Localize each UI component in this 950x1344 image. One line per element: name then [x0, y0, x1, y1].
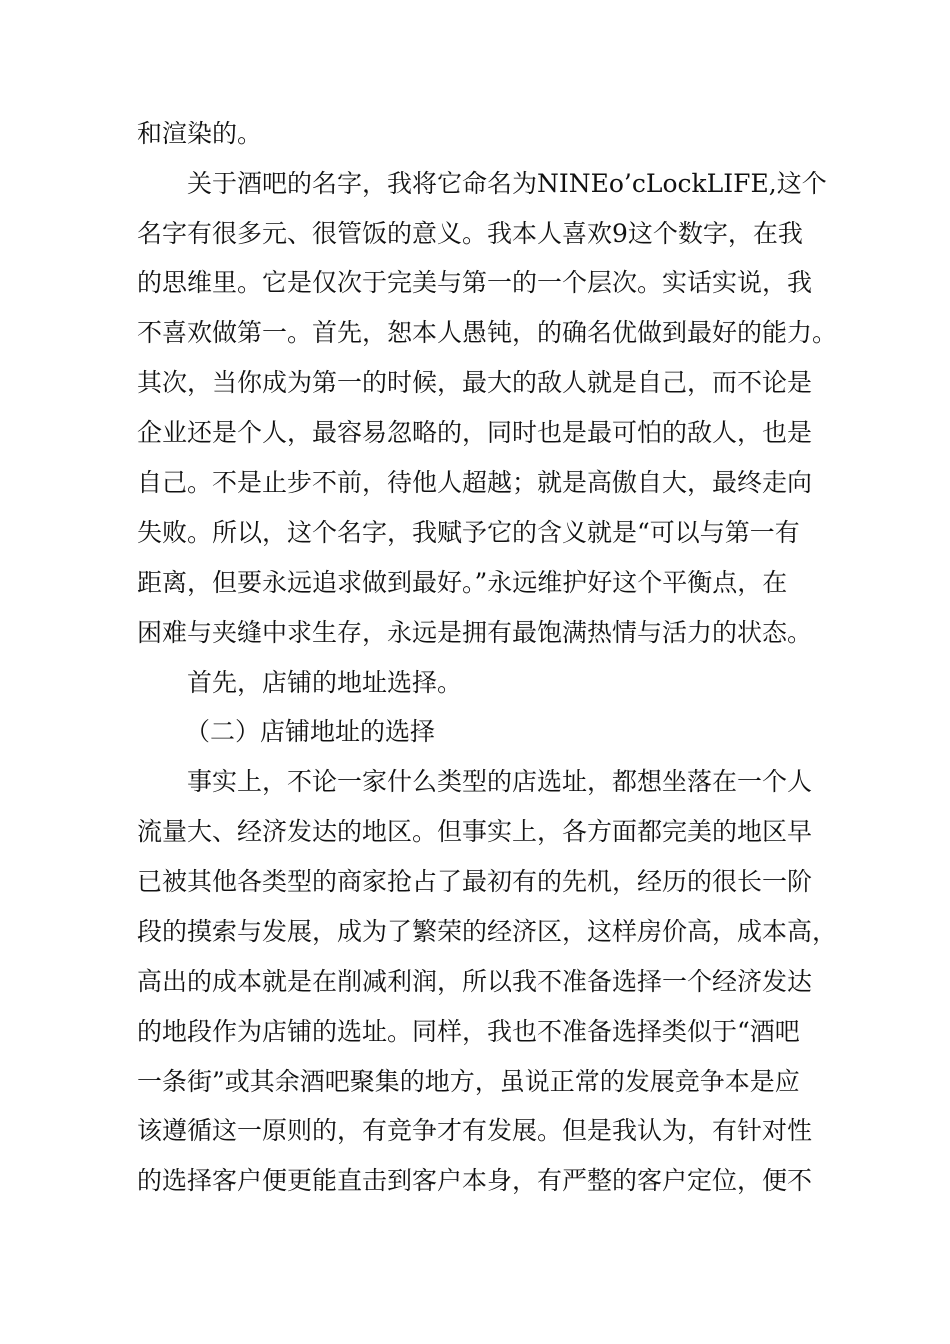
text-line: 不喜欢做第一。首先，恕本人愚钝，的确名优做到最好的能力。	[137, 318, 838, 347]
section-heading: （二）店铺地址的选择	[185, 717, 436, 746]
text-line: 失败。所以，这个名字，我赋予它的含义就是“可以与第一有	[137, 518, 800, 547]
text-line: 高出的成本就是在削减利润，所以我不准备选择一个经济发达	[137, 967, 813, 996]
text-line: 的选择客户便更能直击到客户本身，有严整的客户定位，便不	[137, 1166, 813, 1195]
text-line: 名字有很多元、很管饭的意义。我本人喜欢9这个数字，在我	[137, 219, 803, 248]
text-line: 困难与夹缝中求生存，永远是拥有最饱满热情与活力的状态。	[137, 618, 813, 647]
text-line: 已被其他各类型的商家抢占了最初有的先机，经历的很长一阶	[137, 867, 813, 896]
text-line: 关于酒吧的名字，我将它命名为NINEo’cLockLIFE,这个	[187, 169, 827, 198]
text-line: 其次，当你成为第一的时候，最大的敌人就是自己，而不论是	[137, 368, 813, 397]
text-line: 段的摸索与发展，成为了繁荣的经济区，这样房价高，成本高，	[137, 917, 838, 946]
text-line: 距离，但要永远追求做到最好。”永远维护好这个平衡点，在	[137, 568, 788, 597]
text-line: 的思维里。它是仅次于完美与第一的一个层次。实话实说，我	[137, 268, 813, 297]
text-line: 首先，店铺的地址选择。	[187, 668, 463, 697]
text-line: 该遵循这一原则的，有竞争才有发展。但是我认为，有针对性	[137, 1116, 813, 1145]
text-line: 自己。不是止步不前，待他人超越；就是高傲自大，最终走向	[137, 468, 813, 497]
text-line: 流量大、经济发达的地区。但事实上，各方面都完美的地区早	[137, 817, 813, 846]
text-line: 和渲染的。	[137, 119, 263, 148]
text-line: 企业还是个人，最容易忽略的，同时也是最可怕的敌人，也是	[137, 418, 813, 447]
text-line: 事实上，不论一家什么类型的店选址，都想坐落在一个人	[187, 767, 813, 796]
text-line: 一条街”或其余酒吧聚集的地方，虽说正常的发展竞争本是应	[137, 1067, 800, 1096]
text-line: 的地段作为店铺的选址。同样，我也不准备选择类似于“酒吧	[137, 1017, 800, 1046]
